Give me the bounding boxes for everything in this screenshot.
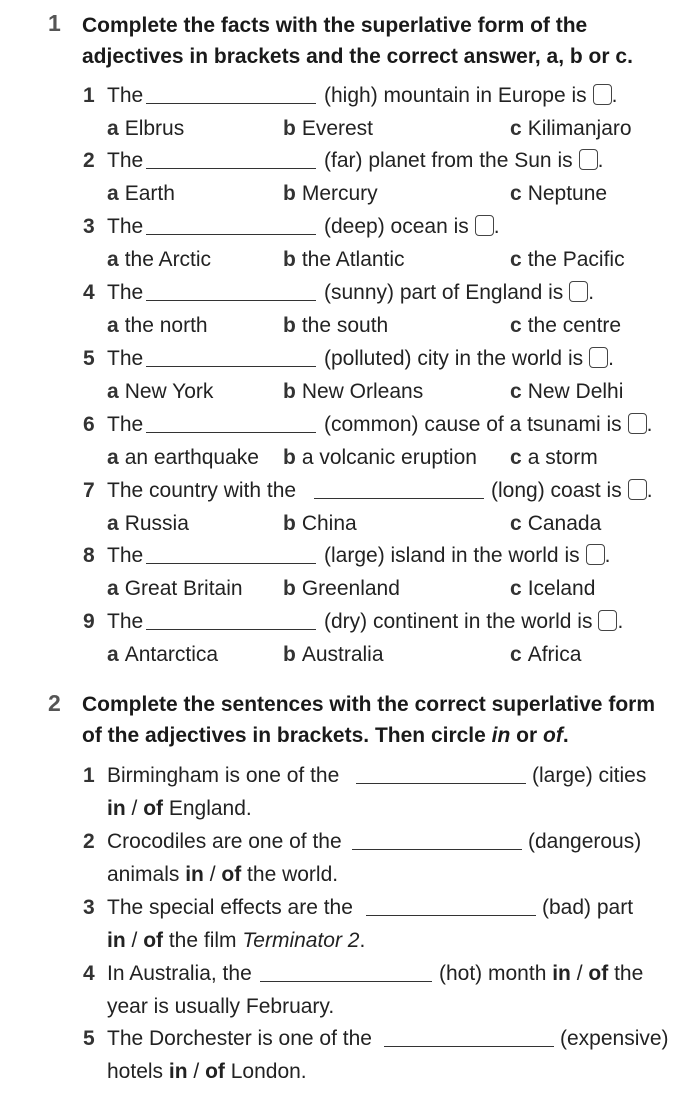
question-hint: (far) planet from the Sun is . [324, 149, 604, 172]
answer-checkbox[interactable] [628, 413, 647, 434]
choice-in[interactable]: in [168, 1060, 188, 1083]
option-b: b New Orleans [283, 380, 424, 403]
options-2 [0, 177, 693, 210]
answer-checkbox[interactable] [628, 479, 647, 500]
choice-of[interactable]: of [221, 863, 242, 886]
option-c: c a storm [510, 446, 598, 469]
question-1 [0, 79, 693, 112]
option-c: c Neptune [510, 182, 608, 205]
answer-checkbox[interactable] [475, 215, 494, 236]
option-a: a Russia [107, 512, 189, 535]
sentence-number: 5 [83, 1027, 95, 1050]
choice-in[interactable]: in [552, 962, 571, 985]
answer-blank[interactable] [384, 1022, 554, 1055]
option-a: a New York [107, 380, 214, 403]
answer-blank[interactable] [314, 474, 484, 507]
question-6 [0, 408, 693, 441]
question-text: The [107, 149, 144, 172]
question-number: 5 [83, 347, 95, 370]
option-b: b the south [283, 314, 389, 337]
question-text: The [107, 544, 144, 567]
question-hint: (deep) ocean is . [324, 215, 500, 238]
answer-blank[interactable] [146, 79, 316, 112]
sentence-3-line-2: in / of the film Terminator 2. [107, 929, 366, 952]
question-number: 4 [83, 281, 95, 304]
sentence-text: The Dorchester is one of the [107, 1027, 372, 1050]
sentence-number: 2 [83, 830, 95, 853]
choice-of[interactable]: of [588, 962, 609, 985]
options-8 [0, 572, 693, 605]
question-number: 3 [83, 215, 95, 238]
question-4 [0, 276, 693, 309]
answer-blank[interactable] [146, 408, 316, 441]
answer-checkbox[interactable] [579, 149, 598, 170]
answer-blank[interactable] [146, 144, 316, 177]
option-a: a Elbrus [107, 117, 185, 140]
options-1 [0, 112, 693, 145]
answer-checkbox[interactable] [598, 610, 617, 631]
answer-checkbox[interactable] [589, 347, 608, 368]
answer-checkbox[interactable] [593, 84, 612, 105]
section-2-number: 2 [48, 690, 61, 716]
answer-blank[interactable] [352, 825, 522, 858]
sentence-2-line-2: animals in / of the world. [107, 863, 339, 886]
question-text: The country with the [107, 479, 297, 502]
question-number: 7 [83, 479, 95, 502]
section-1-instruction: Complete the facts with the superlative form of the adjectives in brackets and the correct answer, a, b or c. [82, 14, 633, 68]
answer-blank[interactable] [366, 891, 536, 924]
options-5 [0, 375, 693, 408]
option-b: b Australia [283, 643, 384, 666]
option-c: c Kilimanjaro [510, 117, 632, 140]
question-hint: (polluted) city in the world is . [324, 347, 614, 370]
question-hint: (high) mountain in Europe is . [324, 84, 618, 107]
option-b: b Everest [283, 117, 374, 140]
question-number: 1 [83, 84, 95, 107]
question-number: 9 [83, 610, 95, 633]
option-c: c Africa [510, 643, 582, 666]
question-5 [0, 342, 693, 375]
choice-in[interactable]: in [185, 863, 204, 886]
option-c: c Iceland [510, 577, 596, 600]
question-hint: (dry) continent in the world is . [324, 610, 624, 633]
question-text: The [107, 347, 144, 370]
option-b: b a volcanic eruption [283, 446, 477, 469]
option-b: b the Atlantic [283, 248, 405, 271]
question-2 [0, 144, 693, 177]
question-8 [0, 539, 693, 572]
answer-blank[interactable] [146, 539, 316, 572]
sentence-text: The special effects are the [107, 896, 353, 919]
sentence-4: 4 In Australia, the (hot) month in / of the [0, 957, 693, 990]
choice-of[interactable]: of [143, 797, 164, 820]
choice-in[interactable]: in [107, 797, 126, 820]
answer-blank[interactable] [146, 342, 316, 375]
option-b: b China [283, 512, 357, 535]
option-a: a Earth [107, 182, 175, 205]
sentence-4-line-2: year is usually February. [107, 995, 335, 1018]
sentence-3 [0, 891, 693, 924]
options-9 [0, 638, 693, 671]
sentence-hint: (large) cities [532, 764, 647, 787]
answer-blank[interactable] [146, 276, 316, 309]
section-2-instruction: Complete the sentences with the correct superlative form of the adjectives in brackets. Then circle in or of. [82, 693, 655, 747]
sentence-hint: (expensive) [560, 1027, 669, 1050]
question-hint: (large) island in the world is . [324, 544, 611, 567]
option-c: c the Pacific [510, 248, 625, 271]
question-text: The [107, 84, 144, 107]
sentence-text: In Australia, the [107, 962, 252, 985]
question-text: The [107, 281, 144, 304]
option-c: c New Delhi [510, 380, 624, 403]
sentence-number: 3 [83, 896, 95, 919]
sentence-hint: (hot) month [439, 962, 553, 985]
sentence-text: Birmingham is one of the [107, 764, 340, 787]
question-3 [0, 210, 693, 243]
question-number: 6 [83, 413, 95, 436]
options-7 [0, 507, 693, 540]
question-9 [0, 605, 693, 638]
sentence-number: 4 [83, 962, 95, 985]
question-hint: (sunny) part of England is . [324, 281, 595, 304]
choice-in[interactable]: in [107, 929, 126, 952]
sentence-hint: (dangerous) [528, 830, 642, 853]
answer-blank[interactable] [356, 759, 526, 792]
choice-of[interactable]: of [143, 929, 164, 952]
answer-checkbox[interactable] [569, 281, 588, 302]
option-a: a Antarctica [107, 643, 219, 666]
option-c: c Canada [510, 512, 602, 535]
sentence-hint: (bad) part [542, 896, 634, 919]
sentence-5-line-2: hotels in / of London. [107, 1060, 307, 1083]
film-title: Terminator 2 [242, 929, 360, 952]
sentence-1 [0, 759, 693, 792]
option-a: a an earthquake [107, 446, 259, 469]
question-text: The [107, 610, 144, 633]
question-text: The [107, 413, 144, 436]
answer-checkbox[interactable] [586, 544, 605, 565]
question-hint: (common) cause of a tsunami is . [324, 413, 653, 436]
section-1-number: 1 [48, 10, 61, 36]
sentence-1-line-2: in / of England. [107, 797, 252, 820]
option-a: a the north [107, 314, 208, 337]
sentence-number: 1 [83, 764, 95, 787]
sentence-5 [0, 1022, 693, 1055]
option-b: b Greenland [283, 577, 400, 600]
question-number: 2 [83, 149, 95, 172]
options-4 [0, 309, 693, 342]
options-3 [0, 243, 693, 276]
question-text: The [107, 215, 144, 238]
option-a: a Great Britain [107, 577, 243, 600]
question-hint: (long) coast is . [491, 479, 653, 502]
choice-of[interactable]: of [205, 1060, 225, 1083]
options-6 [0, 441, 693, 474]
option-c: c the centre [510, 314, 622, 337]
sentence-2 [0, 825, 693, 858]
answer-blank[interactable] [260, 957, 432, 990]
option-a: a the Arctic [107, 248, 212, 271]
sentence-text: Crocodiles are one of the [107, 830, 342, 853]
question-7 [0, 474, 693, 507]
answer-blank[interactable] [146, 210, 316, 243]
answer-blank[interactable] [146, 605, 316, 638]
question-number: 8 [83, 544, 95, 567]
option-b: b Mercury [283, 182, 378, 205]
